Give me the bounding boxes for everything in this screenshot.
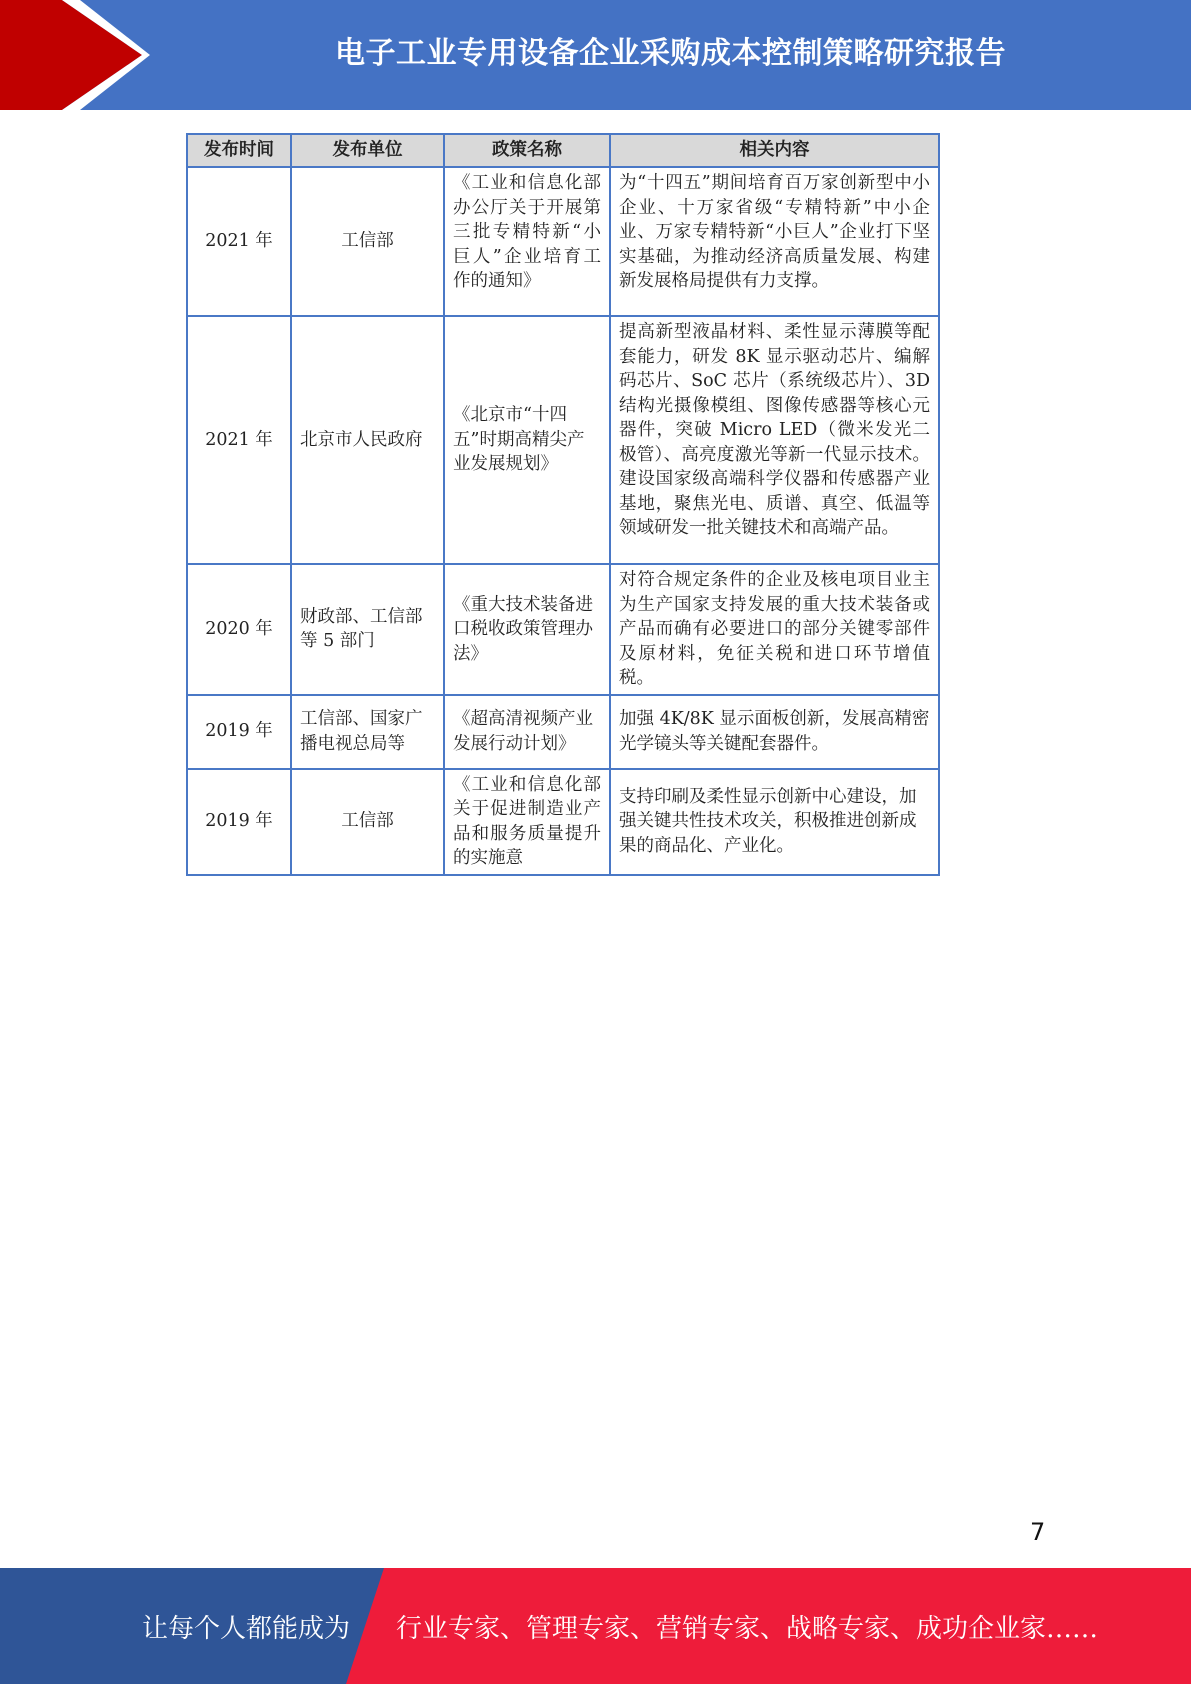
column-header-content: 相关内容 — [610, 134, 939, 167]
table-row — [187, 167, 939, 316]
cell-issuer: 工信部 — [291, 167, 444, 316]
footer-banner — [0, 1568, 1191, 1684]
column-header-issuer: 发布单位 — [291, 134, 444, 167]
policy-table-container — [186, 133, 938, 876]
cell-date: 2019 年 — [187, 769, 291, 875]
cell-issuer: 财政部、工信部等 5 部门 — [291, 564, 444, 695]
cell-date: 2021 年 — [187, 316, 291, 564]
footer-slogan-left: 让每个人都能成为 — [142, 1613, 351, 1644]
cell-policy: 《重大技术装备进口税收政策管理办法》 — [444, 564, 610, 695]
cell-issuer: 北京市人民政府 — [291, 316, 444, 564]
cell-content: 对符合规定条件的企业及核电项目业主为生产国家支持发展的重大技术装备或产品而确有必要进口的部分关键零部件及原材料，免征关税和进口环节增值税。 — [610, 564, 939, 695]
column-header-policy: 政策名称 — [444, 134, 610, 167]
cell-content: 提高新型液晶材料、柔性显示薄膜等配套能力，研发 8K 显示驱动芯片、编解码芯片、SoC 芯片（系统级芯片）、3D 结构光摄像模组、图像传感器等核心元器件，突破 Micro LED（微米发光二极管）、高亮度激光等新一代显示技术。建设国家级高端科学仪器和传感器产业基地，聚焦光电、质谱、真空、低温等领域研发一批关键技术和高端产品。 — [610, 316, 939, 564]
cell-policy: 《工业和信息化部办公厅关于开展第三批专精特新“小巨人”企业培育工作的通知》 — [444, 167, 610, 316]
cell-policy: 《工业和信息化部关于促进制造业产品和服务质量提升的实施意 — [444, 769, 610, 875]
page-number: 7 — [1030, 1518, 1046, 1546]
policy-table — [186, 133, 940, 876]
column-header-date: 发布时间 — [187, 134, 291, 167]
cell-issuer: 工信部、国家广播电视总局等 — [291, 695, 444, 769]
cell-policy: 《超高清视频产业发展行动计划》 — [444, 695, 610, 769]
cell-date: 2021 年 — [187, 167, 291, 316]
cell-date: 2020 年 — [187, 564, 291, 695]
table-row — [187, 769, 939, 875]
header-banner — [0, 0, 1191, 110]
report-title: 电子工业专用设备企业采购成本控制策略研究报告 — [335, 36, 1006, 71]
table-row — [187, 695, 939, 769]
cell-policy: 《北京市“十四五”时期高精尖产业发展规划》 — [444, 316, 610, 564]
table-header-row — [187, 134, 939, 167]
table-row — [187, 564, 939, 695]
cell-date: 2019 年 — [187, 695, 291, 769]
footer-slogan-right: 行业专家、管理专家、营销专家、战略专家、成功企业家…… — [396, 1613, 1099, 1644]
cell-content: 为“十四五”期间培育百万家创新型中小企业、十万家省级“专精特新”中小企业、万家专精特新“小巨人”企业打下坚实基础，为推动经济高质量发展、构建新发展格局提供有力支撑。 — [610, 167, 939, 316]
cell-content: 支持印刷及柔性显示创新中心建设，加强关键共性技术攻关，积极推进创新成果的商品化、产业化。 — [610, 769, 939, 875]
table-row — [187, 316, 939, 564]
chevron-decoration-icon — [0, 0, 160, 110]
cell-content: 加强 4K/8K 显示面板创新，发展高精密光学镜头等关键配套器件。 — [610, 695, 939, 769]
cell-issuer: 工信部 — [291, 769, 444, 875]
